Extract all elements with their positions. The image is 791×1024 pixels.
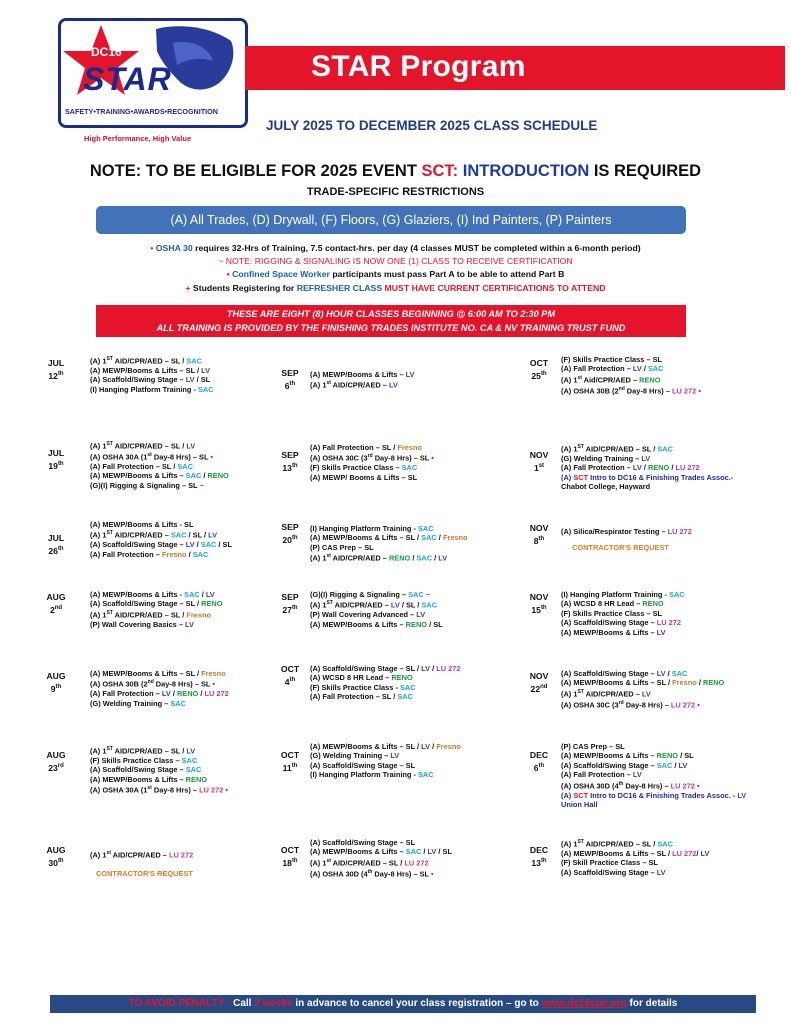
date-month: DEC — [529, 845, 549, 855]
hours-bar — [96, 305, 686, 337]
date-month: AUG — [46, 750, 66, 760]
schedule-subtitle: JULY 2025 TO DECEMBER 2025 CLASS SCHEDULE — [266, 118, 598, 133]
date-label — [274, 368, 306, 392]
contractor-request-label: CONTRACTOR'S REQUEST — [572, 543, 669, 552]
hours-line-2: ALL TRAINING IS PROVIDED BY THE FINISHING TRADES INSTITUTE NO. CA & NV TRAINING TRUST FUND — [156, 323, 626, 333]
date-day: 23rd — [48, 762, 64, 773]
schedule-nov-15: (I) Hanging Platform Training - SAC (A) WCSD 8 HR Lead – RENO (F) Skills Practice Class – SL (A) Scaffold/Swing Stage – LU 272 (A) MEWP/Booms & Lifts – LV — [561, 590, 685, 637]
date-day: 26th — [48, 545, 64, 556]
rule-rigging — [0, 256, 791, 266]
rule-confined-b: participants must pass Part A to be able to attend Part B — [329, 269, 565, 279]
footer-details: for details — [626, 998, 678, 1009]
date-label — [523, 592, 555, 616]
date-label — [40, 750, 72, 774]
date-month: JUL — [47, 448, 65, 458]
date-month: NOV — [529, 450, 549, 460]
date-day: 18th — [282, 857, 298, 868]
date-month: OCT — [529, 358, 549, 368]
footer-weeks: 2 weeks — [254, 998, 293, 1009]
contractor-request-label: CONTRACTOR'S REQUEST — [96, 869, 193, 878]
rule-refresher-b: REFRESHER CLASS — [296, 283, 383, 293]
date-day: 27th — [282, 604, 298, 615]
schedule-oct-18: (A) Scaffold/Swing Stage – SL (A) MEWP/Booms & Lifts – SAC / LV / SL (A) 1st AID/CPR/AED – SL / LU 272 (A) OSHA 30D (4th Day-8 Hrs) – SL • — [310, 838, 452, 879]
date-label — [274, 450, 306, 474]
schedule-sep-20: (I) Hanging Platform Training - SAC (A) MEWP/Booms & Lifts – SL / SAC / Fresno (P) CAS Prep – SL (A) 1st AID/CPR/AED – RENO / SAC / LV — [310, 524, 468, 563]
date-label — [274, 845, 306, 869]
date-day: 8th — [533, 535, 545, 546]
date-month: JUL — [47, 358, 65, 368]
date-label — [274, 750, 306, 774]
date-day: 9th — [50, 683, 62, 694]
schedule-aug-9: (A) MEWP/Booms & Lifts – SL / Fresno (A) OSHA 30B (2nd Day-8 Hrs) – SL • (A) Fall Protection – LV / RENO / LU 272 (G) Welding Training – SAC — [90, 669, 229, 708]
date-month: OCT — [280, 750, 300, 760]
date-day: 2nd — [49, 604, 63, 615]
date-label — [523, 358, 555, 382]
eligibility-note — [0, 162, 791, 181]
date-label — [523, 750, 555, 774]
date-month: NOV — [529, 671, 549, 681]
date-month: AUG — [46, 592, 66, 602]
rule-refresher-a: Students Registering for — [192, 283, 297, 293]
note-post: IS REQUIRED — [589, 162, 702, 180]
schedule-jul-12: (A) 1ST AID/CPR/AED – SL / SAC (A) MEWP/Booms & Lifts – SL / LV (A) Scaffold/Swing Stage – LV / SL (I) Hanging Platform Training - SAC — [90, 356, 214, 394]
date-label — [274, 522, 306, 546]
schedule-nov-8: (A) Silica/Respirator Testing – LU 272 — [561, 527, 692, 536]
logo-word: STAR — [83, 61, 172, 97]
schedule-dec-6: (P) CAS Prep – SL (A) MEWP/Booms & Lifts – RENO / SL (A) Scaffold/Swing Stage – SAC / LV (A) Fall Protection – LV (A) OSHA 30D (4th Day-8 Hrs) – LU 272 • (A) SCT Intro to DC16 & Finishing Trades Assoc. - LV Union Hall — [561, 742, 747, 809]
note-pre: NOTE: TO BE ELIGIBLE FOR 2025 EVENT — [89, 162, 422, 180]
hours-line-1: THESE ARE EIGHT (8) HOUR CLASSES BEGINNING @ 6:00 AM TO 2:30 PM — [226, 309, 556, 319]
date-month: NOV — [529, 592, 549, 602]
date-month: AUG — [46, 671, 66, 681]
note-intro: INTRODUCTION — [462, 162, 590, 180]
trades-bar: (A) All Trades, (D) Drywall, (F) Floors, (G) Glaziers, (I) Ind Painters, (P) Painters — [96, 206, 686, 234]
date-day: 20th — [282, 534, 298, 545]
date-day: 25th — [531, 370, 547, 381]
rule-osha-a: OSHA 30 — [155, 243, 193, 253]
date-day: 19th — [48, 460, 64, 471]
date-day: 11th — [282, 762, 298, 773]
footer-penalty: TO AVOID PENALTY - — [128, 998, 234, 1009]
rule-refresher-c: MUST HAVE CURRENT CERTIFICATIONS TO ATTEND — [382, 283, 606, 293]
date-month: SEP — [281, 592, 299, 602]
date-label — [40, 671, 72, 695]
rule-rigging-a: ~ NOTE: RIGGING & SIGNALING IS NOW ONE (1) CLASS TO RECEIVE CERTIFICATION — [218, 256, 573, 266]
schedule-jul-26: (A) MEWP/Booms & Lifts - SL (A) 1ST AID/CPR/AED – SAC / SL / LV (A) Scaffold/Swing Stage – LV / SAC / SL (A) Fall Protection – Fresno / SAC — [90, 520, 232, 559]
date-label — [40, 592, 72, 616]
schedule-oct-25: (F) Skills Practice Class – SL (A) Fall Protection – LV / SAC (A) 1st Aid/CPR/AED – RENO (A) OSHA 30B (2nd Day-8 Hrs) – LU 272 • — [561, 355, 701, 396]
rule-osha — [0, 243, 791, 253]
date-label — [40, 845, 72, 869]
footer-advance: in advance to cancel your class registration – go to — [292, 998, 542, 1009]
footer-bar — [50, 995, 756, 1013]
rule-confined-bullet: • — [226, 269, 230, 279]
date-month: SEP — [281, 450, 299, 460]
rule-osha-b: requires 32-Hrs of Training, 7.5 contact-hrs. per day (4 classes MUST be completed within a 6-month period) — [192, 243, 641, 253]
schedule-oct-4: (A) Scaffold/Swing Stage – SL / LV / LU 272 (A) WCSD 8 HR Lead – RENO (F) Skills Practice Class - SAC (A) Fall Protection – SL / SAC — [310, 664, 461, 702]
schedule-jul-19: (A) 1ST AID/CPR/AED – SL / LV (A) OSHA 30A (1st Day-8 Hrs) – SL • (A) Fall Protection – SL / SAC (A) MEWP/Booms & Lifts – SAC / RENO (G)(I) Rigging & Signaling – SL ~ — [90, 441, 229, 490]
schedule-aug-23: (A) 1ST AID/CPR/AED – SL / LV (F) Skills Practice Class – SAC (A) Scaffold/Swing Stage – SAC (A) MEWP/Booms & Lifts – RENO (A) OSHA 30A (1st Day-8 Hrs) – LU 272 • — [90, 746, 228, 795]
date-label — [523, 671, 555, 695]
rule-refresher-bullet: + — [185, 283, 191, 293]
page-title: STAR Program — [311, 50, 526, 83]
date-month: NOV — [529, 523, 549, 533]
title-bar — [245, 46, 785, 90]
date-day: 6th — [284, 380, 296, 391]
date-day: 13th — [282, 462, 298, 473]
date-label — [40, 448, 72, 472]
logo-tagline: High Performance, High Value — [84, 134, 192, 143]
date-label — [523, 450, 555, 474]
date-month: AUG — [46, 845, 66, 855]
schedule-sep-13: (A) Fall Protection – SL / Fresno (A) OSHA 30C (3rd Day-8 Hrs) – SL • (F) Skills Practice Class – SAC (A) MEWP/ Booms & Lifts – SL — [310, 443, 434, 482]
date-day: 12th — [48, 370, 64, 381]
date-label — [40, 358, 72, 382]
date-day: 22nd — [530, 683, 548, 694]
rule-confined-a: Confined Space Worker — [232, 269, 330, 279]
date-day: 1st — [533, 462, 545, 473]
schedule-aug-2: (A) MEWP/Booms & Lifts - SAC / LV (A) Scaffold/Swing Stage – SL / RENO (A) 1ST AID/CPR/AED – SL / Fresno (P) Wall Covering Basics – LV — [90, 590, 223, 629]
schedule-oct-11: (A) MEWP/Booms & Lifts – SL / LV / Fresno (G) Welding Training – LV (A) Scaffold/Swing Stage – SL (I) Hanging Platform Training - SAC — [310, 742, 461, 780]
schedule-nov-22: (A) Scaffold/Swing Stage – LV / SAC (A) MEWP/Booms & Lifts – SL / Fresno / RENO (A) 1ST AID/CPR/AED – LV (A) OSHA 30C (3rd Day-8 Hrs) – LU 272 • — [561, 669, 725, 710]
date-month: DEC — [529, 750, 549, 760]
schedule-nov-1: (A) 1ST AID/CPR/AED – SL / SAC (G) Welding Training – LV (A) Fall Protection – LV / RENO / LU 272 (A) SCT Intro to DC16 & Finishing Trades Assoc.- Chabot College, Hayward — [561, 444, 734, 492]
schedule-sep-6: (A) MEWP/Booms & Lifts – LV (A) 1st AID/CPR/AED – LV — [310, 370, 415, 390]
date-month: OCT — [280, 845, 300, 855]
date-month: SEP — [281, 522, 299, 532]
date-month: JUL — [47, 533, 65, 543]
footer-call: Call — [233, 998, 255, 1009]
note-sct: SCT: — [421, 162, 459, 180]
date-label — [523, 523, 555, 547]
restrictions-heading: TRADE-SPECIFIC RESTRICTIONS — [306, 186, 485, 198]
schedule-sep-27: (G)(I) Rigging & Signaling – SAC ~ (A) 1ST AID/CPR/AED – LV / SL / SAC (P) Wall Covering Advanced – LV (A) MEWP/Booms & Lifts – RENO / SL — [310, 590, 443, 629]
schedule-aug-30: (A) 1st AID/CPR/AED – LU 272 — [90, 850, 194, 860]
date-month: SEP — [281, 368, 299, 378]
date-month: OCT — [280, 664, 300, 674]
rule-confined — [0, 269, 791, 279]
date-day: 6th — [533, 762, 545, 773]
date-label — [523, 845, 555, 869]
logo-banner: SAFETY•TRAINING•AWARDS•RECOGNITION — [65, 107, 218, 116]
date-label — [274, 592, 306, 616]
rule-refresher — [0, 283, 791, 293]
footer-website-link[interactable]: www.dc16star.org — [541, 998, 627, 1009]
date-day: 15th — [531, 604, 547, 615]
logo-badge: DC16 — [91, 45, 122, 59]
date-day: 30th — [48, 857, 64, 868]
star-logo — [58, 18, 248, 150]
date-label — [40, 533, 72, 557]
rule-osha-bullet: • — [150, 243, 154, 253]
date-day: 4th — [284, 676, 296, 687]
date-day: 13th — [531, 857, 547, 868]
date-label — [274, 664, 306, 688]
schedule-dec-13: (A) 1ST AID/CPR/AED – SL / SAC (A) MEWP/Booms & Lifts – SL / LU 272/ LV (F) Skill Practice Class – SL (A) Scaffold/Swing Stage – LV — [561, 839, 710, 877]
